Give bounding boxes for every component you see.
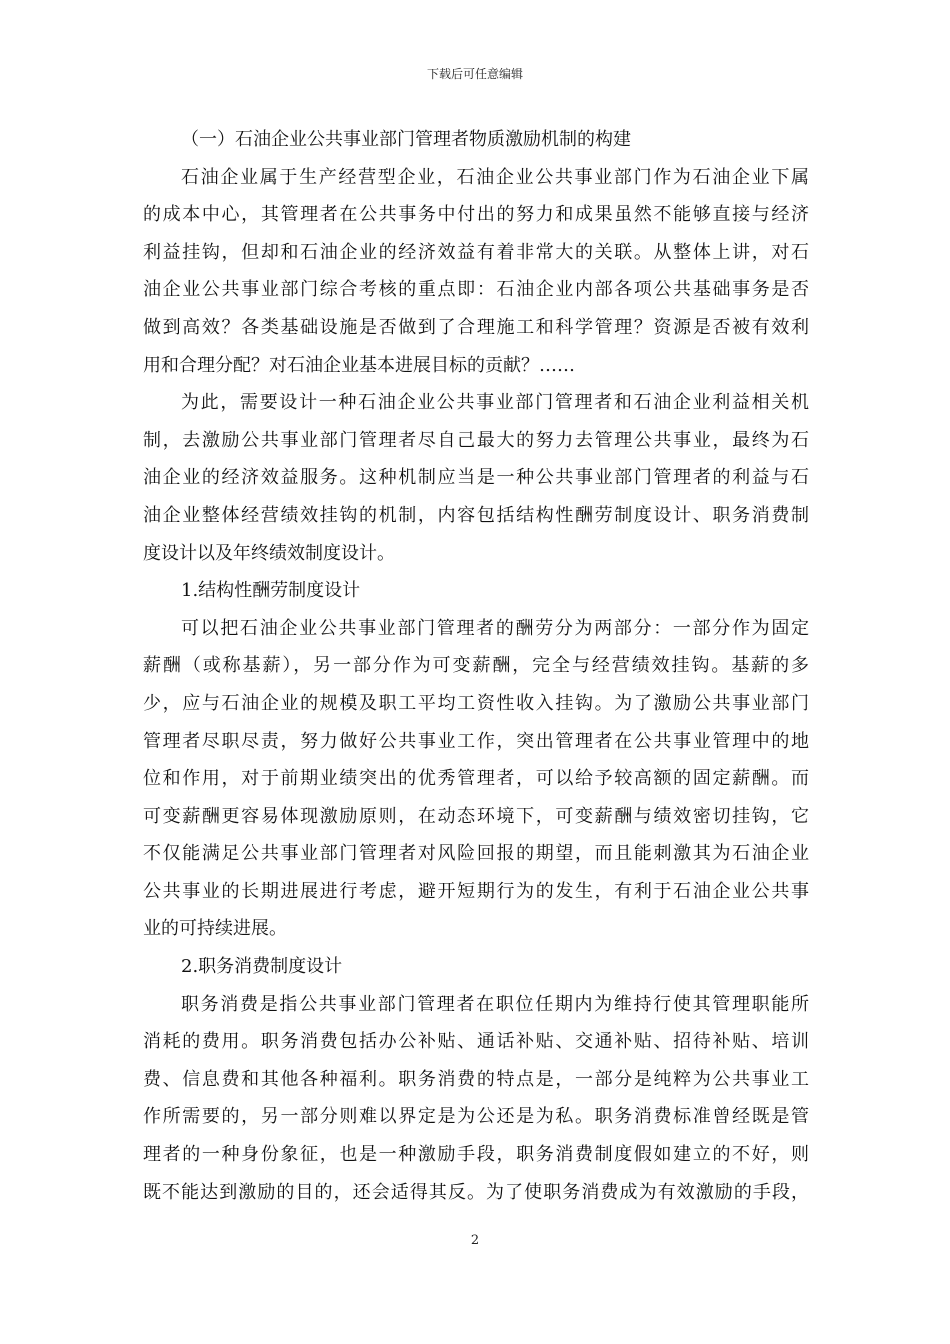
paragraph-line: 可以把石油企业公共事业部门管理者的酬劳分为两部分：一部分作为固定 bbox=[181, 617, 809, 639]
paragraph-line: 费、信息费和其他各种福利。职务消费的特点是，一部分是纯粹为公共事业工 bbox=[143, 1068, 809, 1090]
paragraph-line: 石油企业属于生产经营型企业，石油企业公共事业部门作为石油企业下属 bbox=[181, 166, 809, 188]
paragraph-line: 用和合理分配？对石油企业基本进展目标的贡献？…… bbox=[143, 354, 575, 376]
section-heading: （一）石油企业公共事业部门管理者物质激励机制的构建 bbox=[181, 129, 631, 150]
paragraph-line: 做到高效？各类基础设施是否做到了合理施工和科学管理？资源是否被有效利 bbox=[143, 316, 809, 338]
paragraph-line: 制，去激励公共事业部门管理者尽自己最大的努力去管理公共事业，最终为石 bbox=[143, 429, 809, 451]
paragraph-line: 既不能达到激励的目的，还会适得其反。为了使职务消费成为有效激励的手段， bbox=[143, 1181, 809, 1203]
paragraph-line: 度设计以及年终绩效制度设计。 bbox=[143, 542, 395, 564]
page-number: 2 bbox=[470, 1233, 480, 1248]
paragraph-line: 薪酬（或称基薪），另一部分作为可变薪酬，完全与经营绩效挂钩。基薪的多 bbox=[143, 655, 809, 677]
paragraph-line: 业的可持续进展。 bbox=[143, 918, 287, 940]
paragraph-line: 位和作用，对于前期业绩突出的优秀管理者，可以给予较高额的固定薪酬。而 bbox=[143, 768, 809, 790]
paragraph-line: 油企业公共事业部门综合考核的重点即：石油企业内部各项公共基础事务是否 bbox=[143, 279, 809, 301]
paragraph-line: 油企业的经济效益服务。这种机制应当是一种公共事业部门管理者的利益与石 bbox=[143, 467, 809, 489]
paragraph-line: 少，应与石油企业的规模及职工平均工资性收入挂钩。为了激励公共事业部门 bbox=[143, 692, 809, 714]
paragraph-line: 管理者尽职尽责，努力做好公共事业工作，突出管理者在公共事业管理中的地 bbox=[143, 730, 809, 752]
paragraph-line: 可变薪酬更容易体现激励原则，在动态环境下，可变薪酬与绩效密切挂钩，它 bbox=[143, 805, 809, 827]
paragraph-line: 作所需要的，另一部分则难以界定是为公还是为私。职务消费标准曾经既是管 bbox=[143, 1106, 809, 1128]
paragraph-line: 的成本中心，其管理者在公共事务中付出的努力和成果虽然不能够直接与经济 bbox=[143, 204, 809, 226]
subsection-heading: 2.职务消费制度设计 bbox=[181, 956, 343, 978]
paragraph-line: 不仅能满足公共事业部门管理者对风险回报的期望，而且能刺激其为石油企业 bbox=[143, 843, 809, 865]
subsection-heading: 1.结构性酬劳制度设计 bbox=[181, 580, 361, 602]
paragraph-line: 为此，需要设计一种石油企业公共事业部门管理者和石油企业利益相关机 bbox=[181, 392, 809, 414]
paragraph-line: 油企业整体经营绩效挂钩的机制，内容包括结构性酬劳制度设计、职务消费制 bbox=[143, 504, 809, 526]
paragraph-line: 利益挂钩，但却和石油企业的经济效益有着非常大的关联。从整体上讲，对石 bbox=[143, 241, 809, 263]
paragraph-line: 消耗的费用。职务消费包括办公补贴、通话补贴、交通补贴、招待补贴、培训 bbox=[143, 1031, 809, 1053]
paragraph-line: 公共事业的长期进展进行考虑，避开短期行为的发生，有利于石油企业公共事 bbox=[143, 880, 809, 902]
paragraph-line: 职务消费是指公共事业部门管理者在职位任期内为维持行使其管理职能所 bbox=[181, 993, 809, 1015]
page-header: 下载后可任意编辑 bbox=[426, 67, 523, 81]
document-body bbox=[143, 121, 809, 1211]
paragraph-line: 理者的一种身份象征，也是一种激励手段，职务消费制度假如建立的不好，则 bbox=[143, 1144, 809, 1166]
